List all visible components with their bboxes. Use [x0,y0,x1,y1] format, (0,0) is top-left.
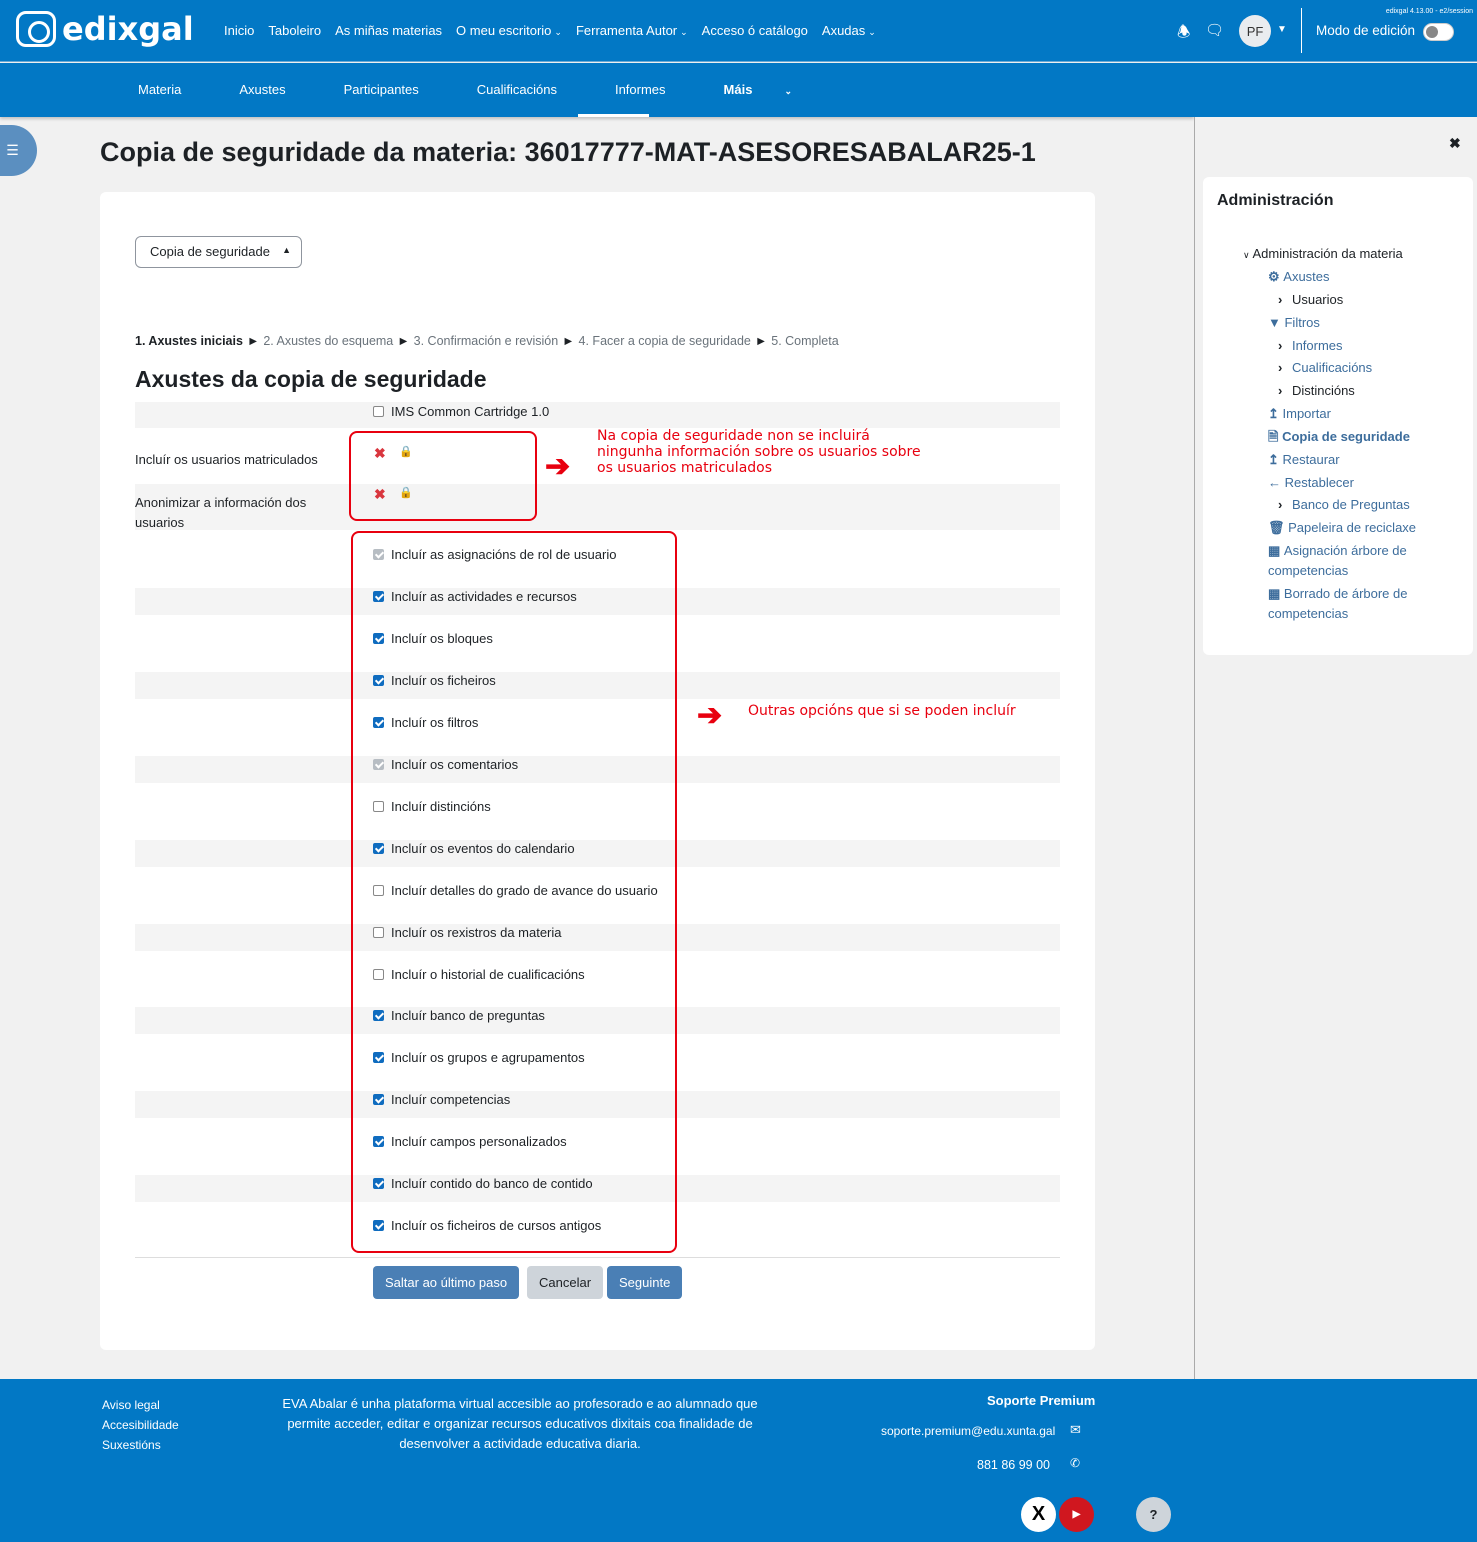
admin-item-label: Restablecer [1284,475,1354,490]
option-label: Incluír os ficheiros [391,672,496,688]
divider [1301,8,1302,53]
tab-label: Máis [723,82,753,97]
trash-icon: 🗑 [1268,520,1289,535]
chevron-down-icon: ∨ [1243,250,1250,260]
admin-item-label: Restaurar [1282,452,1340,467]
admin-item[interactable] [1268,406,1448,422]
admin-item[interactable] [1268,269,1448,285]
phone-icon: ✆ [1070,1456,1081,1470]
topnav-item[interactable] [456,23,562,38]
row-stripe [135,402,1060,428]
topnav-item[interactable] [224,23,254,38]
option-label: Incluír o historial de cualificacións [391,966,585,982]
tab-label: Materia [138,82,182,97]
chevron-down-icon: ⌄ [554,27,562,37]
admin-item[interactable] [1278,292,1458,308]
tab-informes[interactable] [615,82,695,97]
option-label: Incluír os eventos do calendario [391,840,575,856]
arrow-right-icon: ➔ [697,699,723,732]
upload-icon: ↥ [1268,452,1283,467]
admin-item[interactable] [1278,338,1458,354]
admin-item-label: Cualificacións [1291,360,1373,375]
youtube-icon[interactable]: ▶ [1059,1497,1094,1532]
option-label: Incluír os ficheiros de cursos antigos [391,1218,602,1234]
topnav-item[interactable] [268,23,321,38]
tab-máis[interactable] [724,82,821,97]
ims-option[interactable] [373,404,549,419]
tab-cualificacións[interactable] [477,82,586,97]
primary-navigation [224,23,876,38]
tab-label: Cualificacións [476,82,557,97]
tab-label: Informes [614,82,666,97]
admin-item-label: Importar [1282,406,1331,421]
chevron-icon: › [1278,497,1286,512]
admin-item[interactable] [1268,429,1448,445]
admin-item-label: Banco de Preguntas [1291,497,1410,512]
admin-item[interactable] [1268,452,1448,468]
support-phone[interactable]: 881 86 99 00 [977,1458,1050,1472]
step-separator: ► [562,334,575,348]
admin-item-label: Filtros [1284,315,1320,330]
topnav-label: Axudas [821,23,866,38]
x-twitter-icon[interactable]: X [1021,1497,1056,1532]
tab-materia[interactable] [138,82,210,97]
logo-icon [16,11,56,47]
chevron-icon: › [1278,338,1286,353]
lock-icon: 🔒 [399,446,413,458]
select-value: Copia de seguridade [150,244,270,259]
progress-step: 2. Axustes do esquema [263,334,394,348]
topnav-label: Inicio [224,23,255,38]
close-icon[interactable]: ✖ [1449,135,1461,151]
option-label: Incluír campos personalizados [391,1134,567,1150]
sort-icon: ▲︎ [282,245,291,255]
option-label: Incluír as actividades e recursos [391,588,577,604]
accessibility-link[interactable]: Accesibilidade [102,1418,179,1432]
table-icon: ▦ [1268,586,1284,601]
divider [135,1257,1060,1258]
option-label: Incluír os comentarios [391,756,519,772]
chevron-down-icon: ⌄ [680,27,688,37]
option-label: IMS Common Cartridge 1.0 [391,404,550,419]
list-icon: ☰ [6,142,19,158]
gear-icon: ⚙ [1268,269,1284,284]
tab-label: Participantes [343,82,419,97]
secondary-navbar-right [1194,63,1477,117]
annotation-users: Na copia de seguridade non se incluirá ningunha información sobre os usuarios sobre os usuarios matriculados [597,428,921,476]
backup-progress-steps [135,334,839,348]
option-label: Incluír as asignacións de rol de usuario [391,547,617,562]
option-label: Incluír contido do banco de contido [391,1176,593,1192]
disabled-x-icon: ✖ [374,445,386,461]
step-separator: ► [754,334,768,348]
footer-description: EVA Abalar é unha plataforma virtual accesible ao profesorado e ao alumnado que permite acceder, editar e organizar recursos educativos dixitais coa finalidade de desenvolver a actividade educativa diaria. [282,1396,758,1451]
admin-item-label: Papeleira de reciclaxe [1288,520,1417,535]
option-label: Incluír os filtros [391,714,479,730]
step-separator: ► [246,334,260,348]
disabled-x-icon: ✖ [374,486,386,502]
admin-root-label: Administración da materia [1252,246,1403,261]
filter-icon: ▼ [1268,315,1285,330]
footer-links [102,1395,179,1455]
option-label: Incluír os grupos e agrupamentos [391,1050,585,1066]
tab-participantes[interactable] [344,82,448,97]
chevron-icon: › [1278,383,1286,398]
table-icon: ▦ [1268,543,1284,558]
include-users-label: Incluír os usuarios matriculados [135,452,318,467]
section-title: Axustes da copia de seguridade [135,366,487,392]
avatar[interactable]: PF [1239,15,1271,47]
annotation-options: Outras opcións que si se poden incluír [748,703,1016,719]
topnav-label: As miñas materias [335,23,443,38]
option-label: Incluír competencias [391,1092,511,1108]
topnav-label: Acceso ó catálogo [701,23,808,38]
admin-item-label: Usuarios [1291,292,1344,307]
upload-icon: ↥ [1268,406,1283,421]
admin-item-label: Borrado de árbore de competencias [1268,586,1408,621]
option-label: Incluír distincións [391,798,491,814]
progress-step: 1. Axustes iniciais [135,334,243,348]
progress-step: 3. Confirmación e revisión [413,334,559,348]
admin-item[interactable] [1268,584,1448,624]
topnav-item[interactable] [335,23,442,38]
backup-action-select[interactable] [135,236,302,268]
arrow-left-icon: ← [1268,475,1285,490]
cancel-button[interactable]: Cancelar [527,1266,603,1299]
ims-checkbox[interactable] [373,406,384,417]
version-label: edixgal 4.13.00 - e2/session [1385,8,1473,15]
page-title: Copia de seguridade da materia: 36017777-MAT-ASESORESABALAR25-1 [100,137,1036,167]
annotation-box-options [351,531,677,1253]
support-email[interactable]: soporte.premium@edu.xunta.gal [881,1424,1056,1438]
admin-item[interactable] [1278,383,1458,399]
topnav-item[interactable] [822,23,876,38]
step-separator: ► [397,334,410,348]
course-index-toggle[interactable] [0,125,37,176]
arrow-right-icon: ➔ [545,450,571,483]
admin-item[interactable] [1278,497,1458,513]
chevron-down-icon: ⌄ [868,27,876,37]
option-label: Incluír os bloques [391,630,493,646]
brand-name: edixgal [62,10,194,48]
active-tab-indicator [578,114,649,117]
chat-icon[interactable]: 🗨 [1205,22,1225,39]
file-zip-icon: 🗎 [1268,429,1283,444]
admin-item-label: Informes [1291,338,1343,353]
admin-item-label: Distincións [1291,383,1355,398]
topnav-label: O meu escritorio [456,23,552,38]
annotation-box-users [349,431,537,521]
option-label: Incluír os rexistros da materia [391,924,562,940]
bell-icon[interactable]: 🕭 [1177,24,1191,41]
help-button[interactable]: ? [1136,1497,1171,1532]
topnav-item[interactable] [576,23,688,38]
topnav-label: Taboleiro [268,23,322,38]
admin-item-label: Axustes [1283,269,1330,284]
envelope-icon: ✉ [1070,1422,1081,1437]
admin-title: Administración [1217,192,1334,209]
admin-item[interactable] [1268,541,1448,581]
skip-to-last-step-button[interactable]: Saltar ao último paso [373,1266,519,1299]
tab-label: Axustes [239,82,286,97]
edit-mode-toggle[interactable] [1423,23,1454,41]
chevron-down-icon: ⌄ [784,86,792,96]
option-label: Incluír banco de preguntas [391,1008,545,1024]
course-navigation [138,82,850,97]
admin-item-label: Asignación árbore de competencias [1268,543,1407,578]
admin-item-label: Copia de seguridade [1282,429,1410,444]
chevron-icon: › [1278,292,1286,307]
admin-item[interactable] [1268,475,1448,491]
progress-step: 4. Facer a copia de seguridade [578,334,751,348]
suggestions-link[interactable]: Suxestións [102,1438,161,1452]
option-label: Incluír detalles do grado de avance do usuario [391,882,658,898]
admin-item[interactable] [1278,360,1458,376]
lock-icon: 🔒 [399,487,413,499]
chevron-icon: › [1278,360,1286,375]
anonymize-label: Anonimizar a información dos usuarios [135,495,307,530]
legal-link[interactable]: Aviso legal [102,1398,160,1412]
chevron-down-icon[interactable]: ▼ [1277,24,1287,35]
edixgal-logo[interactable] [16,10,194,48]
progress-step: 5. Completa [771,334,839,348]
admin-root[interactable] [1243,246,1403,263]
topnav-item[interactable] [702,23,808,38]
next-button[interactable]: Seguinte [607,1266,682,1299]
tab-axustes[interactable] [239,82,314,97]
topnav-label: Ferramenta Autor [575,23,678,38]
admin-item[interactable] [1268,520,1448,536]
edit-mode-label: Modo de edición [1316,23,1416,38]
support-title: Soporte Premium [987,1393,1096,1408]
admin-item[interactable] [1268,315,1448,331]
